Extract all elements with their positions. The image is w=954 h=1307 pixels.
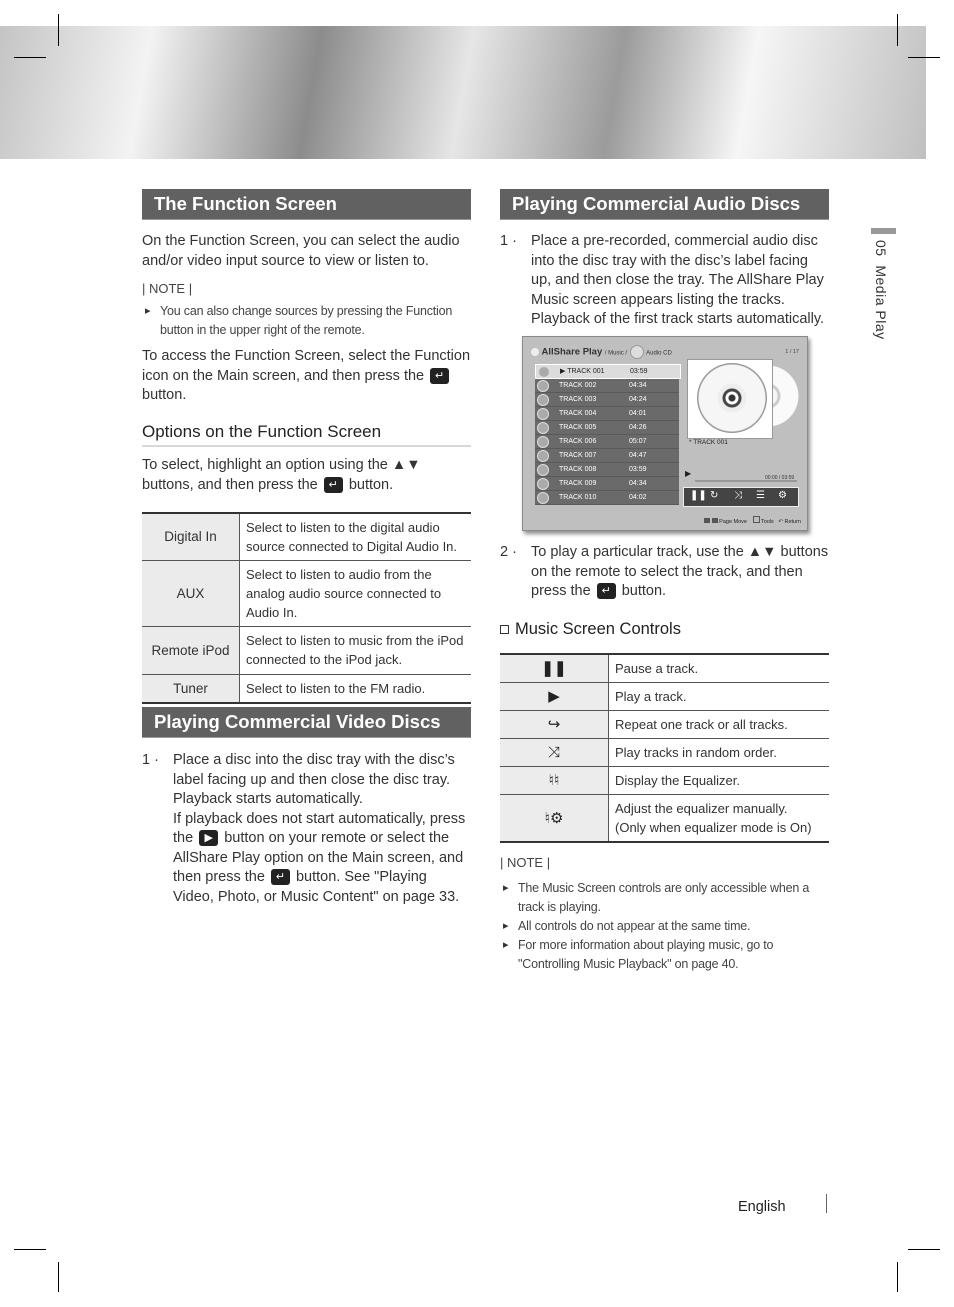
crop-mark (14, 1249, 46, 1250)
play-button-icon: ▶ (199, 830, 218, 846)
control-desc: Play tracks in random order. (609, 738, 830, 766)
breadcrumb-music: / Music / (604, 350, 628, 357)
step-text (173, 810, 471, 908)
music-controls-table (500, 653, 829, 843)
crop-mark (14, 57, 46, 58)
video-step-1 (142, 751, 471, 907)
tools-icon (753, 516, 760, 523)
track-duration: 04:02 (629, 494, 647, 501)
option-name: Digital In (142, 513, 240, 561)
track-row[interactable] (535, 491, 679, 505)
track-duration: 04:47 (629, 452, 647, 459)
table-row (500, 682, 829, 710)
hint-return: Return (784, 519, 801, 525)
control-bar (683, 487, 799, 507)
music-controls-heading (500, 620, 829, 639)
equalizer-icon[interactable]: ☰ (756, 490, 765, 501)
cd-icon (537, 436, 549, 448)
footer-divider (826, 1194, 827, 1213)
track-duration: 05:07 (629, 438, 647, 445)
control-desc: Play a track. (609, 682, 830, 710)
cd-icon (537, 422, 549, 434)
crop-mark (908, 1249, 940, 1250)
enter-button-icon: ↵ (271, 869, 290, 885)
step-text-part: If playback does not start automatically, press the (173, 810, 466, 846)
play-icon: ▶ (500, 682, 609, 710)
track-name: TRACK 003 (559, 396, 597, 403)
shuffle-icon: ⤨ (500, 738, 609, 766)
track-row[interactable] (535, 449, 679, 463)
return-icon: ↶ (778, 519, 783, 525)
note-item: ▸ All controls do not appear at the same time. (500, 917, 829, 936)
track-name-text: TRACK 001 (567, 368, 605, 375)
control-desc: Display the Equalizer. (609, 766, 830, 794)
note-item: ▸ For more information about playing music, go to "Controlling Music Playback" on page 40. (500, 936, 829, 974)
track-duration: 04:34 (629, 480, 647, 487)
table-row (500, 794, 829, 842)
allshare-icon (531, 348, 539, 356)
step-number: 2 · (500, 544, 517, 560)
step-text-part: button. (621, 583, 667, 599)
note-label: | NOTE | (142, 281, 193, 296)
track-name: TRACK 010 (559, 494, 597, 501)
option-name: Remote iPod (142, 626, 240, 674)
music-controls-heading-text: Music Screen Controls (515, 619, 681, 638)
repeat-icon: ↪ (500, 710, 609, 738)
note-label: | NOTE | (500, 854, 551, 870)
cd-icon (537, 380, 549, 392)
step-number: 1 · (500, 233, 517, 249)
cd-icon (537, 450, 549, 462)
allshare-music-screen (522, 336, 808, 531)
crop-mark (908, 57, 940, 58)
track-duration: 03:59 (629, 466, 647, 473)
crop-mark (58, 14, 59, 46)
track-row[interactable] (535, 407, 679, 421)
note-item: ▸ The Music Screen controls are only accessible when a track is playing. (500, 879, 829, 917)
table-row (500, 738, 829, 766)
cd-icon (537, 478, 549, 490)
hint-page-move: Page Move (719, 519, 747, 525)
control-desc: Pause a track. (609, 654, 830, 683)
options-heading: Options on the Function Screen (142, 422, 471, 447)
video-discs-section (142, 707, 471, 907)
function-screen-heading: The Function Screen (142, 189, 471, 220)
option-desc: Select to listen to the FM radio. (240, 674, 472, 703)
control-desc-line: (Only when equalizer mode is On) (615, 819, 812, 835)
options-text-part: To select, highlight an option using the ▲▼ buttons, and then press the (142, 456, 421, 493)
cd-icon (537, 492, 549, 504)
hint-bar (704, 516, 801, 525)
track-row[interactable] (535, 463, 679, 477)
enter-button-icon: ↵ (430, 368, 449, 384)
track-duration: 04:34 (629, 382, 647, 389)
now-playing-track: * TRACK 001 (689, 439, 728, 446)
table-row (142, 674, 471, 703)
step-text: Place a pre-recorded, commercial audio disc into the disc tray with the disc’s label facing up, and then close the tray. The AllShare Play Music screen appears listing the tracks. Playback of the first track starts automatically. (531, 233, 825, 327)
step-text-part: To play a particular track, use the ▲▼ buttons on the remote to select the track, and then press the (531, 544, 829, 599)
right-column (500, 189, 829, 330)
audio-step-2 (500, 543, 829, 602)
page-move-icon (712, 518, 718, 523)
track-row[interactable] (535, 421, 679, 435)
pause-icon: ❚❚ (500, 654, 609, 683)
track-row[interactable] (535, 435, 679, 449)
disc-art (697, 363, 767, 433)
function-intro: On the Function Screen, you can select the audio and/or video input source to view or listen to. (142, 233, 460, 269)
function-access-text (142, 347, 471, 406)
control-desc-line: Adjust the equalizer manually. (615, 800, 788, 816)
hint-tools: Tools (760, 519, 774, 525)
enter-button-icon: ↵ (324, 477, 343, 493)
chapter-number: 05 (873, 240, 889, 257)
table-row (500, 766, 829, 794)
table-row (142, 626, 471, 674)
options-text-part: button. (348, 477, 394, 493)
track-row[interactable] (535, 379, 679, 393)
breadcrumb-audio-cd: Audio CD (646, 350, 672, 357)
crop-mark (58, 1262, 59, 1292)
crop-mark (897, 14, 898, 46)
pause-icon[interactable]: ❚❚ (690, 490, 707, 501)
track-name: TRACK 007 (559, 452, 597, 459)
step-text-part: button on your remote or select the AllShare Play option on the Main screen, and then press the (173, 830, 464, 885)
track-duration: 03:59 (630, 368, 648, 375)
step-text: Place a disc into the disc tray with the disc’s label facing up and then close the disc tray. Playback starts automatically. (173, 752, 455, 807)
access-text-part: button. (142, 387, 187, 403)
track-name: TRACK 006 (559, 438, 597, 445)
table-row (142, 560, 471, 626)
note-item: ▸ You can also change sources by pressing the Function button in the upper right of the remote. (142, 302, 471, 340)
enter-button-icon: ↵ (597, 583, 616, 599)
track-name: TRACK 009 (559, 480, 597, 487)
crop-mark (897, 1262, 898, 1292)
chapter-title: Media Play (873, 265, 889, 340)
repeat-icon[interactable]: ↻ (710, 490, 719, 501)
audio-step-2-section (500, 543, 829, 974)
cd-icon (537, 464, 549, 476)
step-text (531, 543, 829, 602)
option-name: Tuner (142, 674, 240, 703)
track-duration: 04:01 (629, 410, 647, 417)
access-text-part: To access the Function Screen, select the Function icon on the Main screen, and then press the (142, 348, 471, 384)
step-number: 1 · (142, 752, 159, 768)
track-name: TRACK 002 (559, 382, 597, 389)
left-column (142, 189, 471, 704)
option-desc: Select to listen to music from the iPod connected to the iPod jack. (240, 626, 472, 674)
cd-icon (537, 394, 549, 406)
side-tab (873, 240, 889, 340)
track-row[interactable] (535, 364, 681, 379)
audio-step-1 (500, 232, 829, 330)
track-name: TRACK 005 (559, 424, 597, 431)
cd-icon (537, 408, 549, 420)
audio-discs-heading: Playing Commercial Audio Discs (500, 189, 829, 220)
page-indicator: 1 / 17 (785, 349, 799, 355)
video-discs-heading: Playing Commercial Video Discs (142, 707, 471, 738)
elapsed-time: 00:00 / 03:59 (765, 475, 795, 481)
page-move-icon (704, 518, 710, 523)
track-duration: 04:24 (629, 396, 647, 403)
track-row[interactable] (535, 393, 679, 407)
track-duration: 04:26 (629, 424, 647, 431)
equalizer-settings-icon: ♮⚙ (500, 794, 609, 842)
function-options-table (142, 512, 471, 704)
table-row (142, 513, 471, 561)
cd-icon (630, 345, 644, 359)
control-desc: Repeat one track or all tracks. (609, 710, 830, 738)
equalizer-icon: ♮♮ (500, 766, 609, 794)
equalizer-settings-icon[interactable]: ⚙ (778, 490, 787, 501)
shuffle-icon[interactable]: ⤨ (734, 490, 742, 501)
footer-language: English (738, 1199, 786, 1215)
table-row (500, 710, 829, 738)
track-name: ▶ TRACK 001 (560, 368, 605, 375)
app-title: AllShare Play (541, 346, 603, 358)
step-text-part: button. See "Playing Video, Photo, or Music Content" on page 33. (173, 869, 460, 905)
side-tab-marker (871, 228, 896, 234)
option-name: AUX (142, 560, 240, 626)
track-name: TRACK 004 (559, 410, 597, 417)
option-desc: Select to listen to the digital audio source connected to Digital Audio In. (240, 513, 472, 561)
screen-header (531, 345, 672, 359)
control-desc (609, 794, 830, 842)
table-row (500, 654, 829, 683)
header-banner (0, 26, 926, 159)
playing-indicator-icon: ▶ (685, 469, 692, 478)
options-text (142, 455, 471, 496)
option-desc: Select to listen to audio from the analog audio source connected to Audio In. (240, 560, 472, 626)
track-row[interactable] (535, 477, 679, 491)
track-name: TRACK 008 (559, 466, 597, 473)
cd-icon (538, 366, 550, 378)
checkbox-bullet-icon (500, 625, 509, 634)
